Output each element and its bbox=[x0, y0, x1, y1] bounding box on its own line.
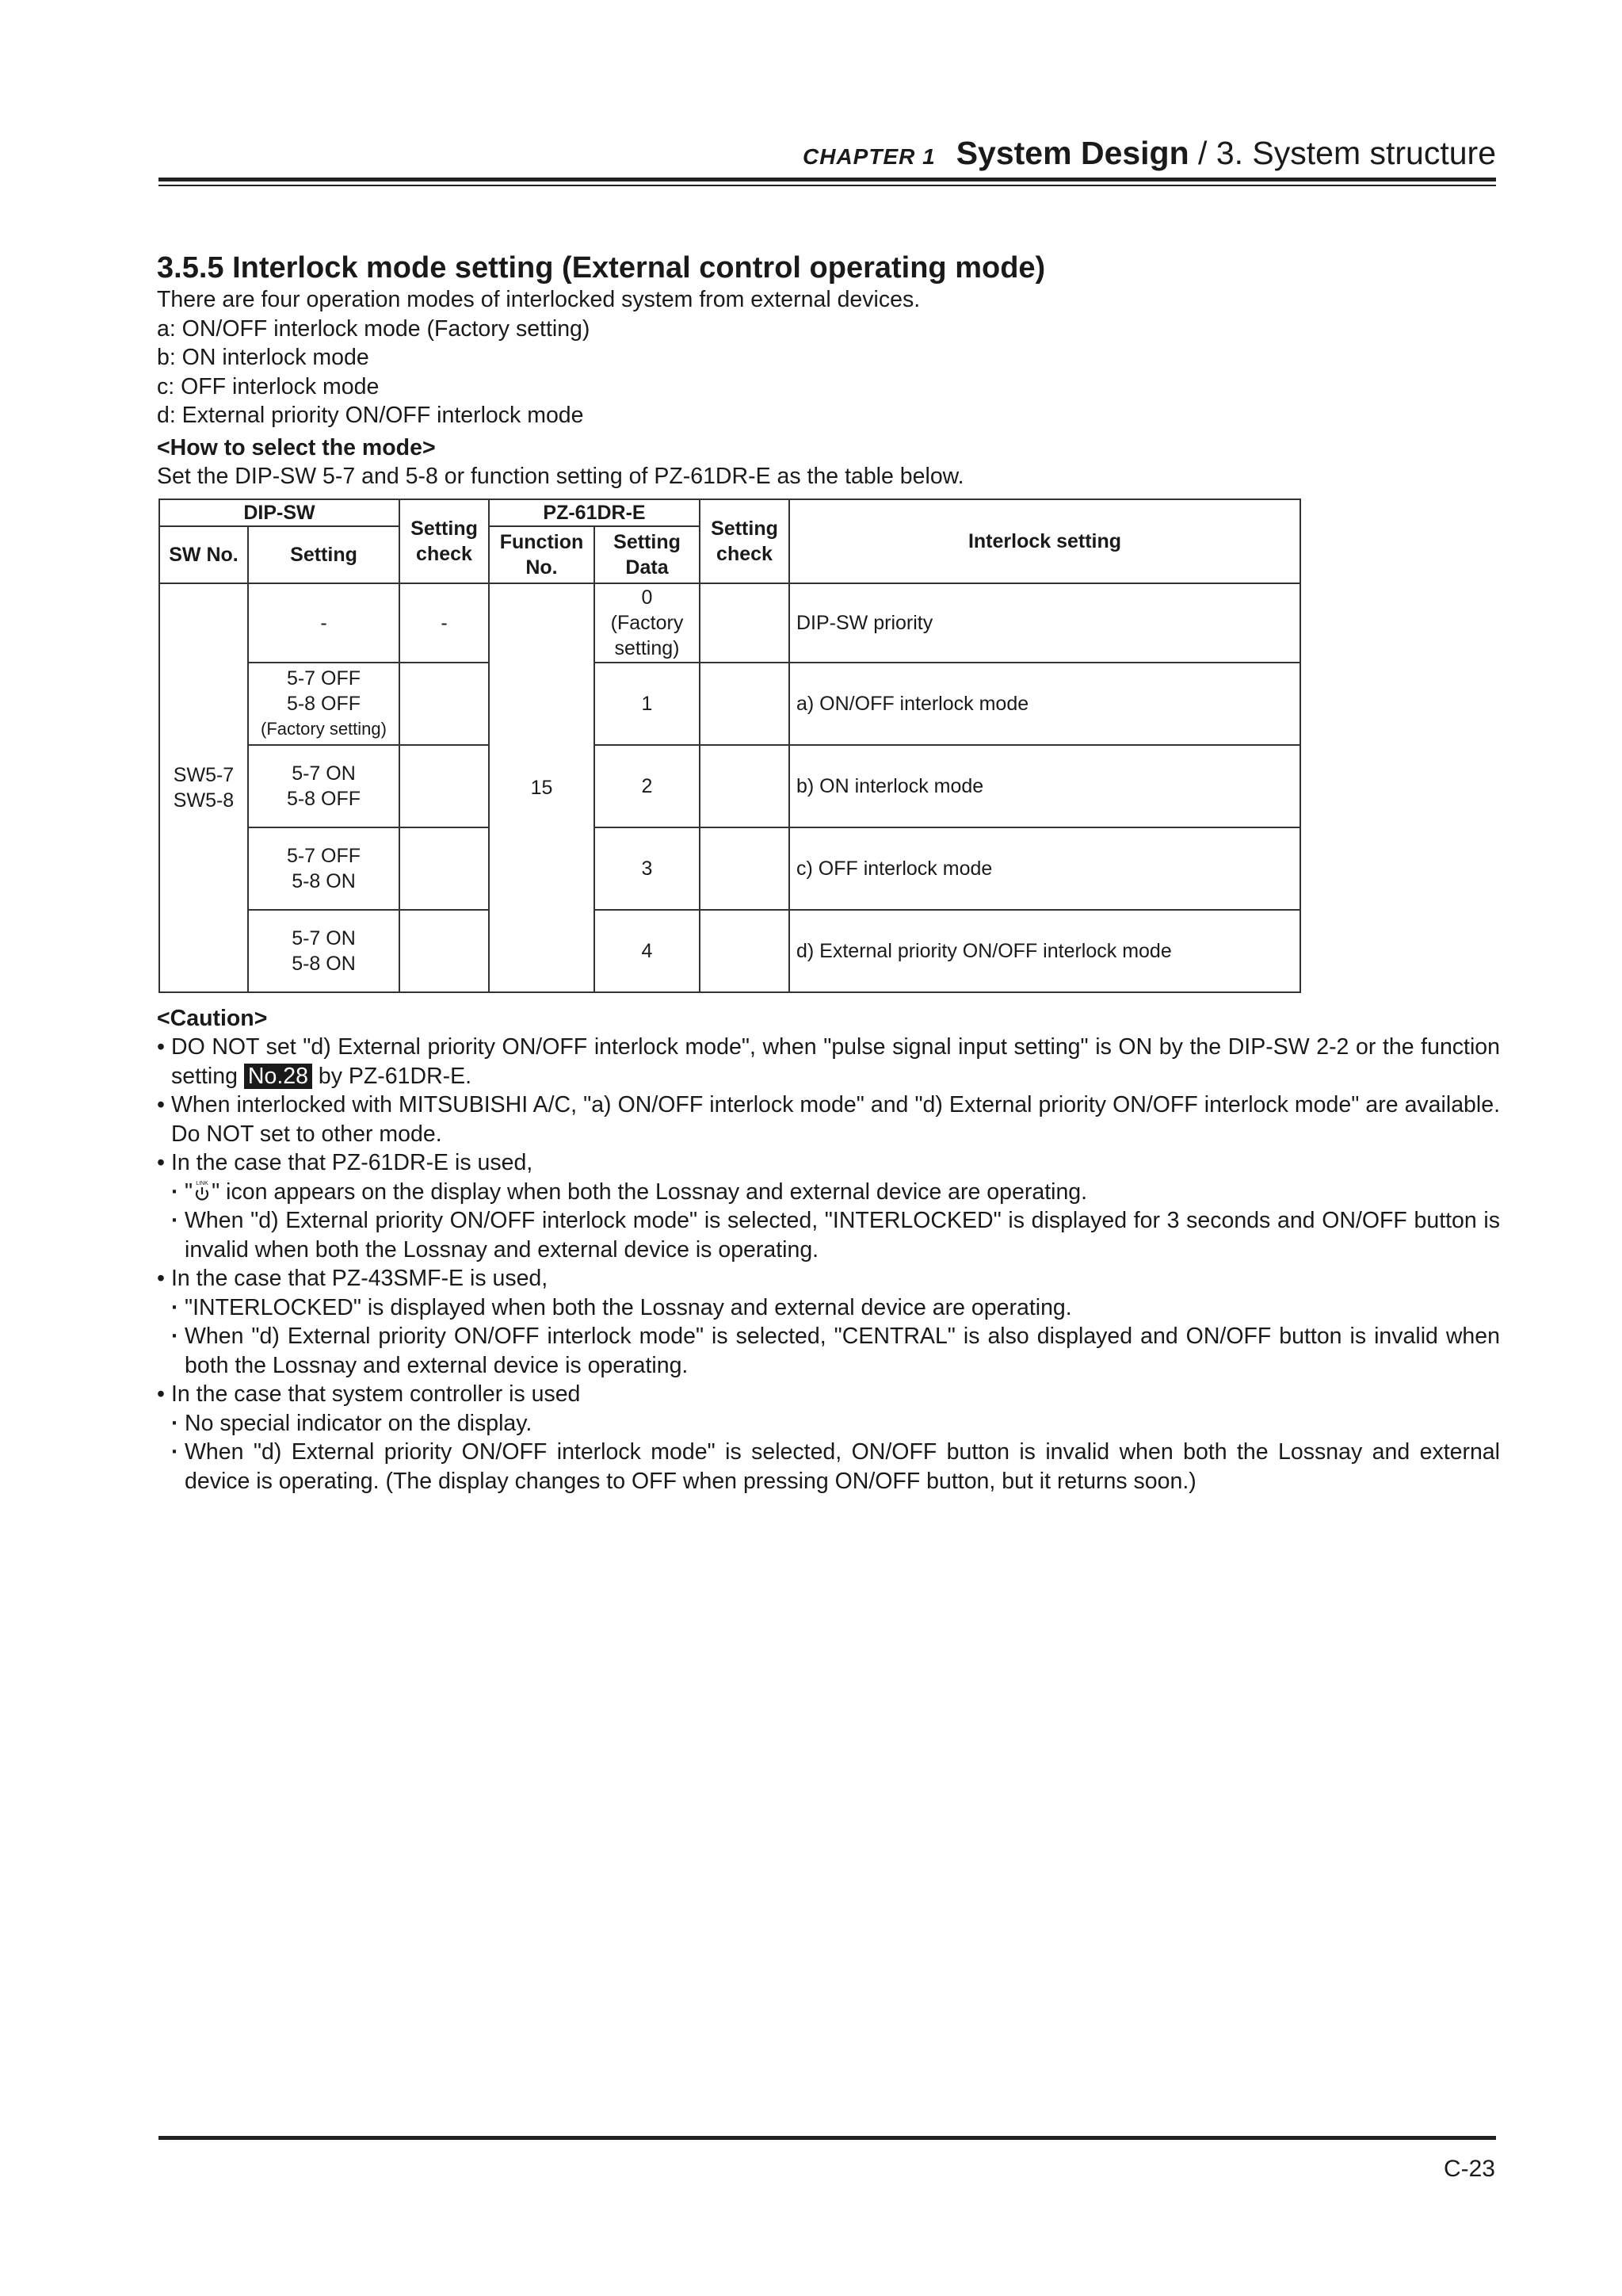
page-header bbox=[158, 135, 1496, 171]
setting-check-pz-cell bbox=[700, 827, 789, 910]
header-setting-check: Setting check bbox=[399, 499, 489, 583]
chapter-label: CHAPTER 1 bbox=[803, 144, 936, 169]
sw-no-cell: SW5-7 SW5-8 bbox=[159, 583, 248, 992]
header-sw-no: SW No. bbox=[159, 526, 248, 583]
interlock-cell: DIP-SW priority bbox=[789, 583, 1300, 663]
caution-subitem: · When "d) External priority ON/OFF interlock mode" is selected, ON/OFF button is invalid when both the Lossnay and external device is operating. (The display changes to OFF when pressing ON/OFF button, but it returns soon.) bbox=[157, 1438, 1500, 1496]
chapter-title: System Design bbox=[956, 135, 1189, 171]
setting-cell: 5-7 ON 5-8 OFF bbox=[248, 745, 399, 827]
setting-cell: 5-7 OFF 5-8 OFF (Factory setting) bbox=[248, 663, 399, 745]
setting-check-pz-cell bbox=[700, 910, 789, 992]
caution-subitem: · "INTERLOCKED" is displayed when both the Lossnay and external device are operating. bbox=[157, 1293, 1500, 1323]
caution-subitem: · No special indicator on the display. bbox=[157, 1409, 1500, 1438]
header-dip-sw: DIP-SW bbox=[159, 499, 399, 526]
table-row bbox=[159, 827, 1300, 910]
caution-item: • In the case that system controller is used bbox=[157, 1380, 1500, 1409]
header-setting-data: Setting Data bbox=[594, 526, 700, 583]
setting-check-cell bbox=[399, 663, 489, 745]
setting-check-cell bbox=[399, 745, 489, 827]
table-row bbox=[159, 745, 1300, 827]
setting-cell: - bbox=[248, 583, 399, 663]
section-title: 3.5.5 Interlock mode setting (External control operating mode) bbox=[157, 251, 1046, 285]
setting-data-cell: 1 bbox=[594, 663, 700, 745]
caution-subitem: · When "d) External priority ON/OFF interlock mode" is selected, "INTERLOCKED" is displayed for 3 seconds and ON/OFF button is invalid when both the Lossnay and external device is operating. bbox=[157, 1206, 1500, 1264]
footer-rule bbox=[158, 2136, 1496, 2140]
setting-check-pz-cell bbox=[700, 745, 789, 827]
setting-check-pz-cell bbox=[700, 583, 789, 663]
header-interlock-setting: Interlock setting bbox=[789, 499, 1300, 583]
caution-item: • DO NOT set "d) External priority ON/OFF interlock mode", when "pulse signal input setting" is ON by the DIP-SW 2-2 or the function setting No.28 by PZ-61DR-E. bbox=[157, 1033, 1500, 1091]
caution-item: • In the case that PZ-61DR-E is used, bbox=[157, 1148, 1500, 1178]
header-rule-thick bbox=[158, 178, 1496, 181]
setting-check-pz-cell bbox=[700, 663, 789, 745]
setting-data-cell: 4 bbox=[594, 910, 700, 992]
caution-subitem: · When "d) External priority ON/OFF interlock mode" is selected, "CENTRAL" is also displayed and ON/OFF button is invalid when both the Lossnay and external device is operating. bbox=[157, 1322, 1500, 1380]
mode-item: a: ON/OFF interlock mode (Factory setting) bbox=[157, 315, 590, 342]
link-power-icon bbox=[193, 1179, 212, 1201]
function-no-cell: 15 bbox=[489, 583, 594, 992]
mode-item: c: OFF interlock mode bbox=[157, 373, 380, 399]
table-row bbox=[159, 663, 1300, 745]
function-number-badge: No.28 bbox=[244, 1064, 312, 1089]
how-to-text: Set the DIP-SW 5-7 and 5-8 or function setting of PZ-61DR-E as the table below. bbox=[157, 464, 964, 489]
interlock-table bbox=[158, 499, 1301, 993]
setting-data-cell: 3 bbox=[594, 827, 700, 910]
setting-cell: 5-7 OFF 5-8 ON bbox=[248, 827, 399, 910]
setting-cell: 5-7 ON 5-8 ON bbox=[248, 910, 399, 992]
section-path: / 3. System structure bbox=[1189, 135, 1496, 171]
table-row bbox=[159, 910, 1300, 992]
caution-item: • When interlocked with MITSUBISHI A/C, "a) ON/OFF interlock mode" and "d) External priority ON/OFF interlock mode" are available. Do NOT set to other mode. bbox=[157, 1091, 1500, 1148]
interlock-cell: b) ON interlock mode bbox=[789, 745, 1300, 827]
caution-heading: <Caution> bbox=[157, 1005, 268, 1031]
interlock-cell: c) OFF interlock mode bbox=[789, 827, 1300, 910]
mode-item: d: External priority ON/OFF interlock mode bbox=[157, 403, 584, 428]
interlock-cell: a) ON/OFF interlock mode bbox=[789, 663, 1300, 745]
interlock-cell: d) External priority ON/OFF interlock mode bbox=[789, 910, 1300, 992]
setting-check-cell bbox=[399, 827, 489, 910]
svg-text:LINK: LINK bbox=[196, 1180, 208, 1186]
setting-check-cell bbox=[399, 910, 489, 992]
setting-check-cell: - bbox=[399, 583, 489, 663]
mode-item: b: ON interlock mode bbox=[157, 345, 369, 370]
main-content bbox=[157, 250, 1500, 1496]
header-rule-thin bbox=[158, 185, 1496, 186]
header-setting: Setting bbox=[248, 526, 399, 583]
caution-section bbox=[157, 1004, 1500, 1496]
how-to-heading: <How to select the mode> bbox=[157, 434, 436, 460]
header-pz61dr: PZ-61DR-E bbox=[489, 499, 700, 526]
header-function-no: Function No. bbox=[489, 526, 594, 583]
table-row bbox=[159, 583, 1300, 663]
setting-data-cell: 0 (Factory setting) bbox=[594, 583, 700, 663]
intro-text: There are four operation modes of interlocked system from external devices. bbox=[157, 287, 921, 312]
setting-data-cell: 2 bbox=[594, 745, 700, 827]
caution-subitem: · " LINK " icon appears on the display when both the Lossnay and external device are operating. bbox=[157, 1178, 1500, 1207]
caution-item: • In the case that PZ-43SMF-E is used, bbox=[157, 1264, 1500, 1293]
page-number: C-23 bbox=[1443, 2156, 1495, 2182]
header-setting-check-pz: Setting check bbox=[700, 499, 789, 583]
